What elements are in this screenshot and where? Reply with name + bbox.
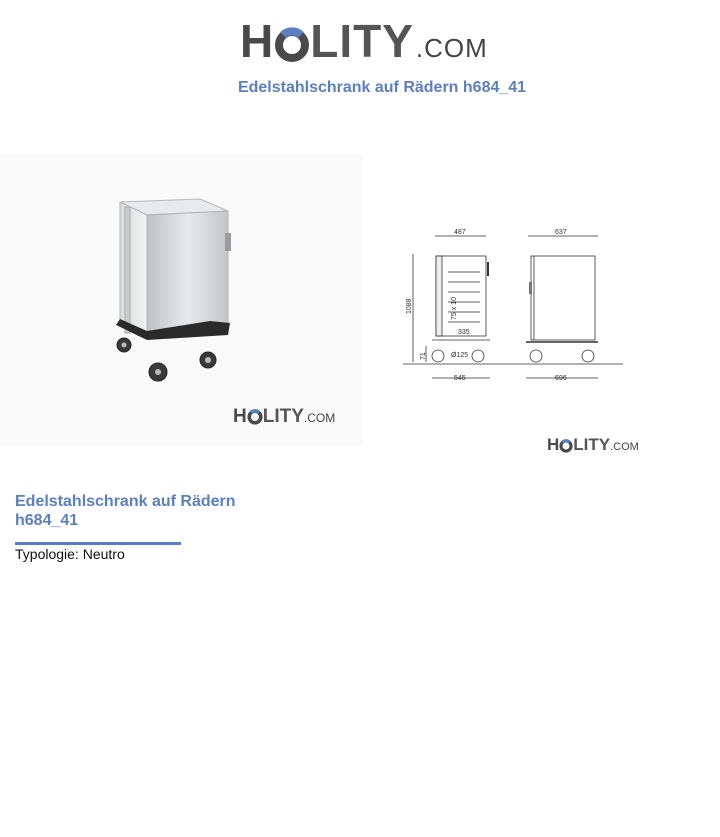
logo-text-com: .COM <box>415 33 488 63</box>
dim-base-width: 545 <box>454 375 466 382</box>
watermark-text-h: H <box>233 406 247 427</box>
drawing-watermark-text-lity: LITY <box>573 435 611 454</box>
dim-clearance: 71 <box>420 352 427 360</box>
watermark-text-lity: LITY <box>262 406 304 427</box>
dim-side-depth: 637 <box>555 229 567 236</box>
drawing-watermark-text-h: H <box>547 435 560 454</box>
title-divider <box>15 542 181 545</box>
dim-inner-width: 335 <box>458 329 470 336</box>
watermark-ring-icon <box>247 409 263 431</box>
technical-drawing <box>398 222 628 387</box>
drawing-watermark-ring-icon <box>559 438 573 458</box>
dim-base-depth: 696 <box>555 375 567 382</box>
dim-height: 1088 <box>406 298 413 314</box>
dim-shelf-spacing: 75 x 10 <box>451 297 458 320</box>
page-title: Edelstahlschrank auf Rädern h684_41 <box>237 79 527 96</box>
product-typology: Typologie: Neutro <box>15 546 125 562</box>
product-photo <box>0 155 362 445</box>
drawing-watermark-text-com: .COM <box>610 441 639 453</box>
dim-wheel: Ø125 <box>451 352 469 359</box>
drawing-watermark-logo <box>547 435 639 455</box>
dim-front-width: 487 <box>454 229 466 236</box>
logo-text-lity: LITY <box>310 15 414 67</box>
cabinet-photo-illustration <box>0 155 362 445</box>
logo-text-h: H <box>240 15 275 67</box>
watermark-text-com: .COM <box>303 411 336 425</box>
photo-watermark-logo <box>233 406 335 428</box>
product-title: Edelstahlschrank auf Rädern h684_41 <box>15 493 236 529</box>
logo-ring-icon <box>274 20 310 74</box>
holity-logo[interactable] <box>240 14 488 68</box>
